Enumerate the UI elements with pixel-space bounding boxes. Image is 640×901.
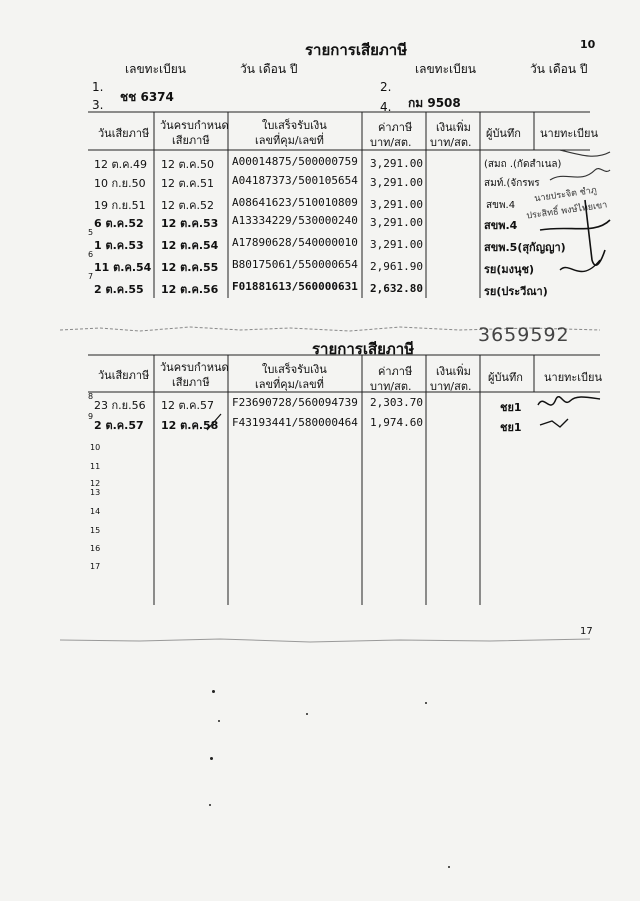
- empty-row-number: 13: [90, 488, 101, 497]
- row-receipt: F01881613/560000631: [232, 280, 358, 293]
- row-recorder: รย(ประวีณา): [484, 285, 548, 298]
- reg-label-left: เลขทะเบียน: [125, 62, 186, 76]
- row-tax: 2,303.70: [370, 396, 423, 409]
- page-number: 10: [580, 38, 596, 51]
- col-header-receipt-2-t2: เลขที่คุม/เลขที่: [255, 378, 324, 391]
- col-header-paid-date-2: วันเสียภาษี: [98, 369, 150, 382]
- row-due-date: 12 ต.ค.58: [161, 419, 219, 432]
- row-paid-date: 1 ต.ค.53: [94, 239, 144, 252]
- row-receipt: A00014875/500000759: [232, 155, 358, 168]
- empty-row-number: 11: [90, 462, 101, 471]
- row-receipt: F23690728/560094739: [232, 396, 358, 409]
- due-date-tick-mark: [205, 412, 225, 432]
- row-number: 6: [88, 250, 94, 259]
- row-recorder: สขพ.5(สุกัญญา): [484, 241, 566, 254]
- row-due-date: 12 ต.ค.50: [161, 158, 214, 171]
- row-recorder: (สมถ .(กัดสำเนล): [484, 159, 562, 170]
- row-number: 9: [88, 412, 94, 421]
- row-tax: 1,974.60: [370, 416, 423, 429]
- row-tax: 3,291.00: [370, 157, 423, 170]
- col-header-due-date-1-t2: วันครบกำหนด: [160, 361, 229, 374]
- col-header-tax-2: บาท/สต.: [370, 136, 412, 149]
- row-tax: 2,632.80: [370, 282, 423, 295]
- row-number: 7: [88, 272, 94, 281]
- row-paid-date: 6 ต.ค.52: [94, 217, 144, 230]
- row-paid-date: 10 ก.ย.50: [94, 177, 146, 190]
- row-receipt: A13334229/530000240: [232, 214, 358, 227]
- official-stamp-text-1: นายประจิต ชำภู: [533, 185, 598, 205]
- scan-speck: [306, 713, 308, 715]
- col-header-due-date-1: วันครบกำหนด: [160, 119, 229, 132]
- row-paid-date: 2 ต.ค.55: [94, 283, 144, 296]
- col-header-tax-2-t2: บาท/สต.: [370, 380, 412, 393]
- col-header-tax-1-t2: ค่าภาษี: [378, 365, 413, 378]
- line-number-4: 4.: [380, 100, 392, 114]
- line-number-1: 1.: [92, 80, 104, 94]
- row-due-date: 12 ต.ค.56: [161, 283, 219, 296]
- registration-number-2: กม 9508: [408, 96, 461, 110]
- handwritten-signature-1: [500, 140, 620, 300]
- col-header-receipt-2: เลขที่คุม/เลขที่: [255, 134, 324, 147]
- official-stamp-text-2: ประสิทธิ์ พงษ์ไทยเขา: [525, 200, 608, 222]
- handwritten-signature-2: [530, 385, 610, 430]
- col-header-registrar: นายทะเบียน: [540, 127, 599, 140]
- row-receipt: A17890628/540000010: [232, 236, 358, 249]
- col-header-recorder: ผู้บันทึก: [486, 127, 521, 140]
- section-title-2: รายการเสียภาษี: [312, 340, 415, 358]
- col-header-surcharge-2: บาท/สต.: [430, 136, 472, 149]
- empty-row-number: 15: [90, 526, 101, 535]
- row-recorder: สขพ.4: [484, 219, 518, 232]
- section-title-1: รายการเสียภาษี: [305, 41, 408, 59]
- reg-label-right: เลขทะเบียน: [415, 62, 476, 76]
- row-recorder: รย(มงนุช): [484, 263, 535, 276]
- row-due-date: 12 ต.ค.54: [161, 239, 219, 252]
- scan-speck: [425, 702, 427, 704]
- date-label-right: วัน เดือน ปี: [530, 62, 588, 76]
- col-header-receipt-1: ใบเสร็จรับเงิน: [262, 119, 327, 132]
- stamp-number: 3659592: [478, 324, 570, 346]
- row-recorder: ชย1: [500, 401, 522, 414]
- row-tax: 3,291.00: [370, 176, 423, 189]
- row-receipt: A08641623/510010809: [232, 196, 358, 209]
- scan-speck: [210, 757, 213, 760]
- row-due-date: 12 ต.ค.55: [161, 261, 219, 274]
- row-recorder: สมท์.(จักรพร: [484, 178, 540, 189]
- row-tax: 2,961.90: [370, 260, 423, 273]
- col-header-surcharge-1: เงินเพิ่ม: [436, 121, 471, 134]
- row-number: 5: [88, 228, 94, 237]
- line-number-2: 2.: [380, 80, 392, 94]
- row-paid-date: 2 ต.ค.57: [94, 419, 144, 432]
- row-paid-date: 11 ต.ค.54: [94, 261, 152, 274]
- row-due-date: 12 ต.ค.51: [161, 177, 214, 190]
- row-number: 8: [88, 392, 94, 401]
- empty-row-number: 16: [90, 544, 101, 553]
- scan-speck: [218, 720, 220, 722]
- col-header-tax-1: ค่าภาษี: [378, 121, 413, 134]
- row-due-date: 12 ต.ค.53: [161, 217, 219, 230]
- empty-row-number: 14: [90, 507, 101, 516]
- date-label-left: วัน เดือน ปี: [240, 62, 298, 76]
- row-paid-date: 19 ก.ย.51: [94, 199, 146, 212]
- scan-speck: [212, 690, 215, 693]
- row-receipt: F43193441/580000464: [232, 416, 358, 429]
- row-receipt: B80175061/550000654: [232, 258, 358, 271]
- registration-number-1: ชช 6374: [120, 90, 174, 104]
- empty-row-number: 10: [90, 443, 101, 452]
- row-due-date: 12 ต.ค.57: [161, 399, 214, 412]
- empty-row-number: 12: [90, 479, 101, 488]
- col-header-surcharge-2-t2: บาท/สต.: [430, 380, 472, 393]
- row-paid-date: 23 ก.ย.56: [94, 399, 146, 412]
- col-header-registrar-t2: นายทะเบียน: [544, 371, 603, 384]
- scan-speck: [448, 866, 450, 868]
- col-header-paid-date: วันเสียภาษี: [98, 127, 150, 140]
- line-number-3: 3.: [92, 98, 104, 112]
- page-footer-number: 17: [580, 626, 593, 637]
- col-header-due-date-2: เสียภาษี: [172, 134, 210, 147]
- scan-speck: [209, 804, 211, 806]
- col-header-recorder-t2: ผู้บันทึก: [488, 371, 523, 384]
- row-tax: 3,291.00: [370, 216, 423, 229]
- col-header-surcharge-1-t2: เงินเพิ่ม: [436, 365, 471, 378]
- row-recorder: ชย1: [500, 421, 522, 434]
- row-tax: 3,291.00: [370, 198, 423, 211]
- empty-row-number: 17: [90, 562, 101, 571]
- row-due-date: 12 ต.ค.52: [161, 199, 214, 212]
- row-tax: 3,291.00: [370, 238, 423, 251]
- col-header-due-date-2-t2: เสียภาษี: [172, 376, 210, 389]
- paper-bottom-edge: [60, 636, 590, 646]
- col-header-receipt-1-t2: ใบเสร็จรับเงิน: [262, 363, 327, 376]
- row-receipt: A04187373/500105654: [232, 174, 358, 187]
- row-paid-date: 12 ต.ค.49: [94, 158, 147, 171]
- row-recorder: สขพ.4: [486, 200, 516, 211]
